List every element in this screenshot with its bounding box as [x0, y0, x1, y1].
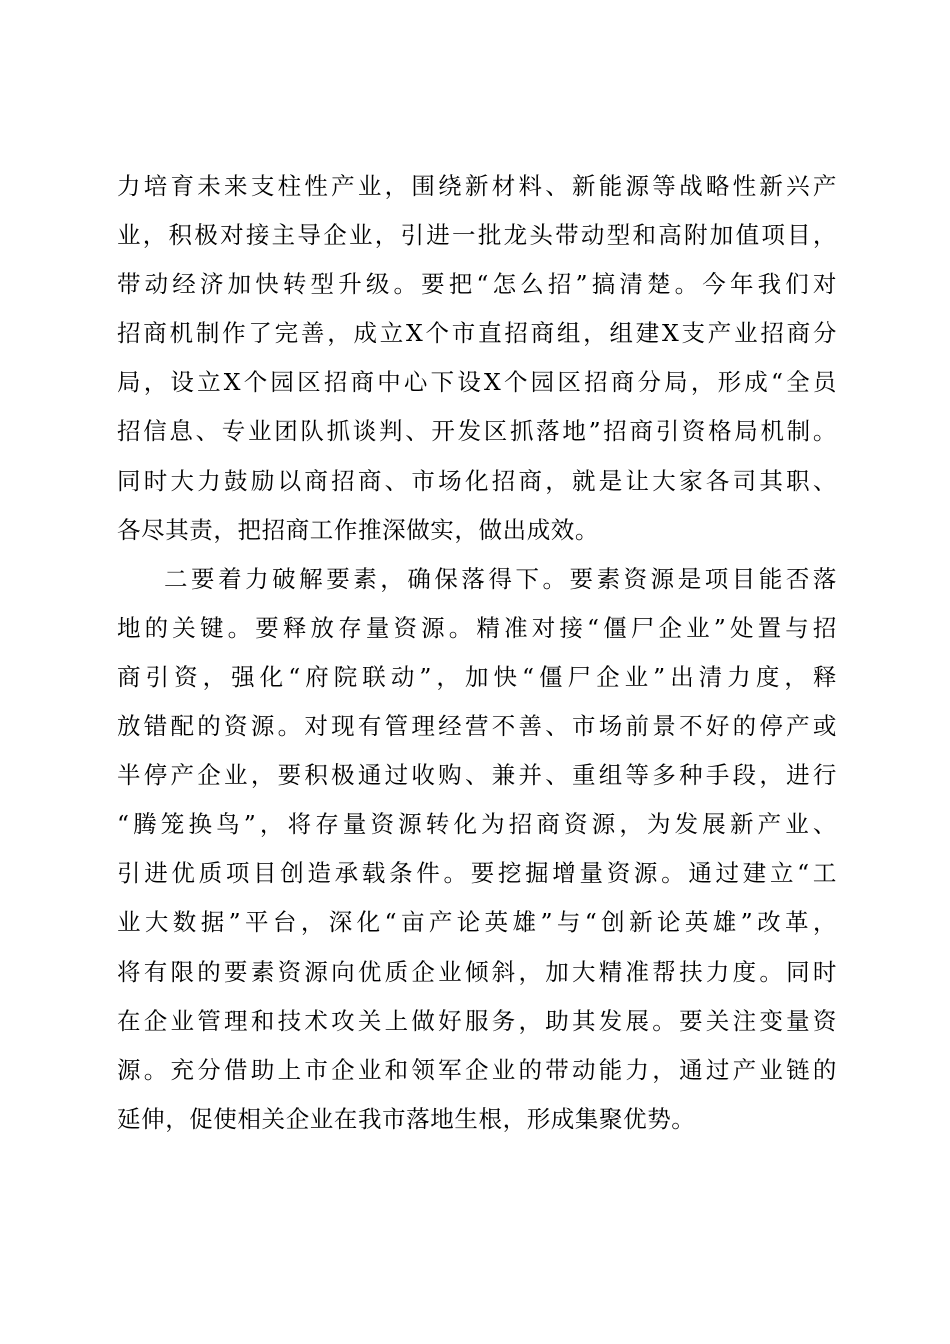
text-line: 二要着力破解要素，确保落得下。要素资源是项目能否落 [164, 564, 837, 593]
document-body [117, 162, 837, 1144]
text-line: 带动经济加快转型升级。要把“怎么招”搞清楚。今年我们对 [117, 270, 837, 299]
text-line: “腾笼换鸟”，将存量资源转化为招商资源，为发展新产业、 [117, 810, 837, 839]
text-line: 同时大力鼓励以商招商、市场化招商，就是让大家各司其职、 [117, 466, 837, 495]
text-line: 将有限的要素资源向优质企业倾斜，加大精准帮扶力度。同时 [117, 957, 837, 986]
text-line: 业，积极对接主导企业，引进一批龙头带动型和高附加值项目， [117, 221, 837, 250]
text-line: 源。充分借助上市企业和领军企业的带动能力，通过产业链的 [117, 1055, 837, 1084]
paragraph [117, 162, 837, 555]
text-line: 半停产企业，要积极通过收购、兼并、重组等多种手段，进行 [117, 761, 837, 790]
text-line: 商引资，强化“府院联动”，加快“僵尸企业”出清力度，释 [117, 662, 837, 691]
text-line: 地的关键。要释放存量资源。精准对接“僵尸企业”处置与招 [117, 613, 837, 642]
text-line: 各尽其责，把招商工作推深做实，做出成效。 [117, 515, 599, 544]
text-line: 招信息、专业团队抓谈判、开发区抓落地”招商引资格局机制。 [117, 417, 837, 446]
text-line: 力培育未来支柱性产业，围绕新材料、新能源等战略性新兴产 [117, 172, 837, 200]
text-line: 局，设立X个园区招商中心下设X个园区招商分局，形成“全员 [117, 368, 837, 397]
text-line: 在企业管理和技术攻关上做好服务，助其发展。要关注变量资 [117, 1006, 837, 1035]
text-line: 业大数据”平台，深化“亩产论英雄”与“创新论英雄”改革， [117, 908, 837, 937]
text-line: 放错配的资源。对现有管理经营不善、市场前景不好的停产或 [117, 712, 837, 741]
text-line: 招商机制作了完善，成立X个市直招商组，组建X支产业招商分 [117, 319, 837, 348]
text-line: 延伸，促使相关企业在我市落地生根，形成集聚优势。 [117, 1104, 696, 1133]
paragraph [117, 555, 837, 1144]
text-line: 引进优质项目创造承载条件。要挖掘增量资源。通过建立“工 [117, 859, 837, 888]
